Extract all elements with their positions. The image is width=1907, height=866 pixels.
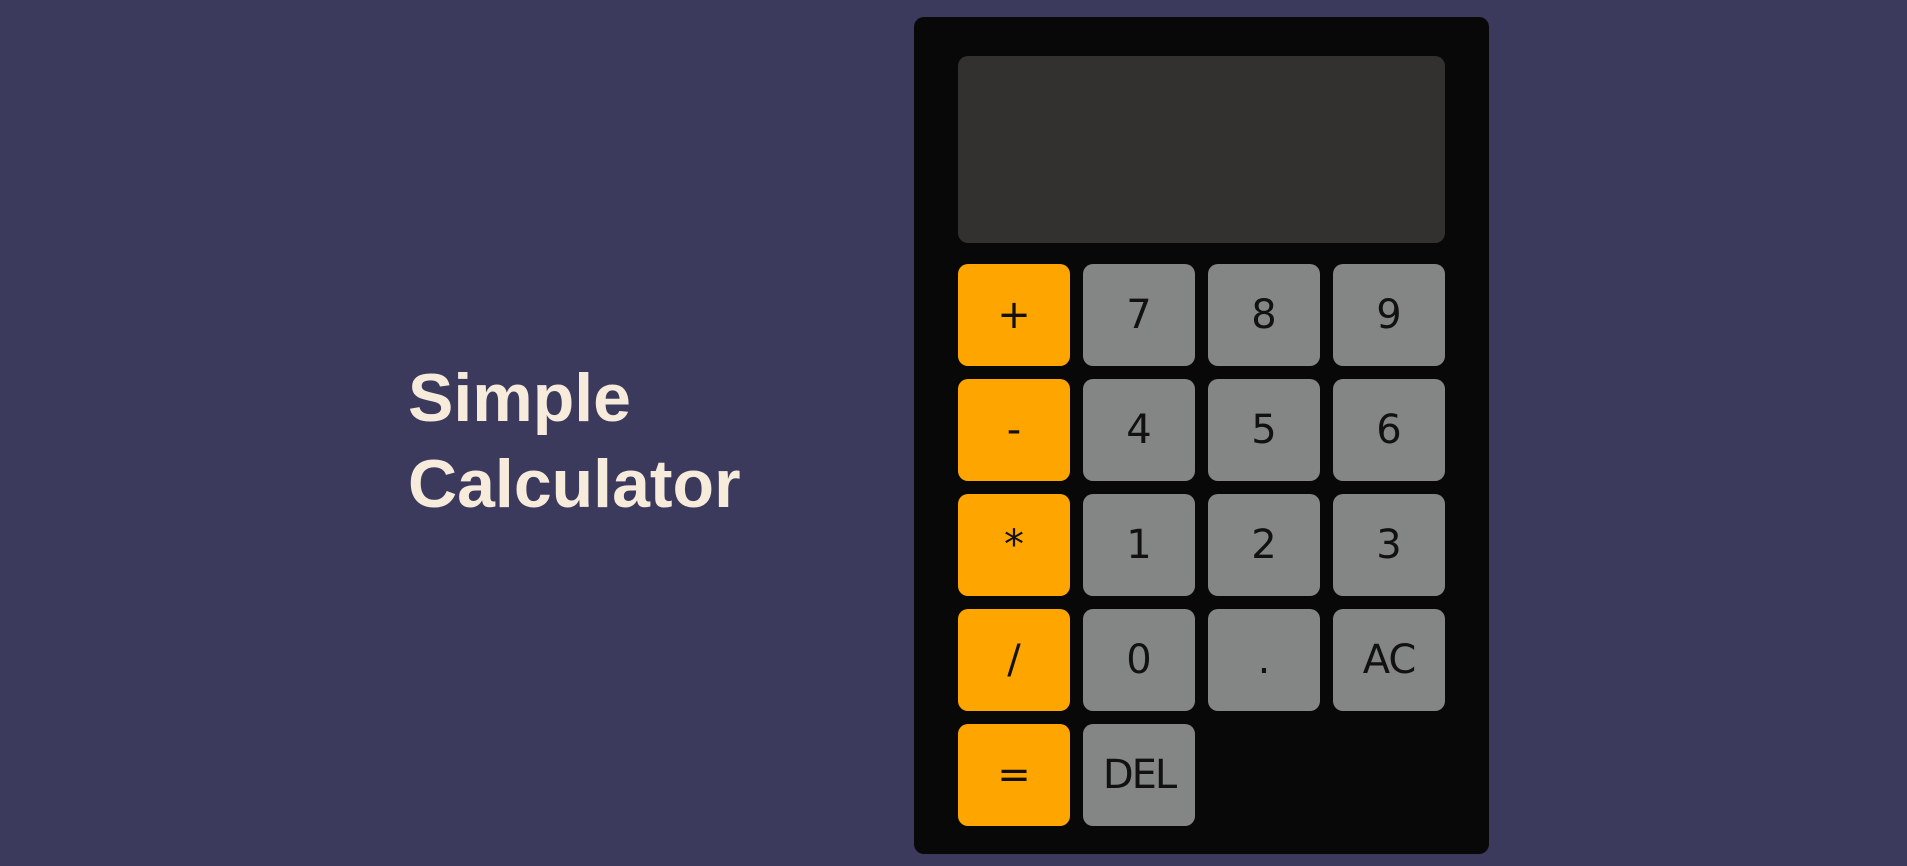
calculator-display bbox=[958, 56, 1445, 243]
digit-1-button[interactable]: 1 bbox=[1083, 494, 1195, 596]
digit-2-button[interactable]: 2 bbox=[1208, 494, 1320, 596]
calculator bbox=[914, 17, 1489, 854]
digit-3-button[interactable]: 3 bbox=[1333, 494, 1445, 596]
divide-button[interactable]: / bbox=[958, 609, 1070, 711]
multiply-button[interactable]: * bbox=[958, 494, 1070, 596]
digit-9-button[interactable]: 9 bbox=[1333, 264, 1445, 366]
page-title-line-2: Calculator bbox=[408, 446, 741, 522]
minus-button[interactable]: - bbox=[958, 379, 1070, 481]
plus-button[interactable]: + bbox=[958, 264, 1070, 366]
digit-0-button[interactable]: 0 bbox=[1083, 609, 1195, 711]
page-title-line-1: Simple bbox=[408, 360, 631, 436]
digit-8-button[interactable]: 8 bbox=[1208, 264, 1320, 366]
digit-4-button[interactable]: 4 bbox=[1083, 379, 1195, 481]
digit-7-button[interactable]: 7 bbox=[1083, 264, 1195, 366]
delete-button[interactable]: DEL bbox=[1083, 724, 1195, 826]
digit-5-button[interactable]: 5 bbox=[1208, 379, 1320, 481]
digit-6-button[interactable]: 6 bbox=[1333, 379, 1445, 481]
all-clear-button[interactable]: AC bbox=[1333, 609, 1445, 711]
decimal-button[interactable]: . bbox=[1208, 609, 1320, 711]
equals-button[interactable]: = bbox=[958, 724, 1070, 826]
page-title bbox=[408, 355, 741, 527]
